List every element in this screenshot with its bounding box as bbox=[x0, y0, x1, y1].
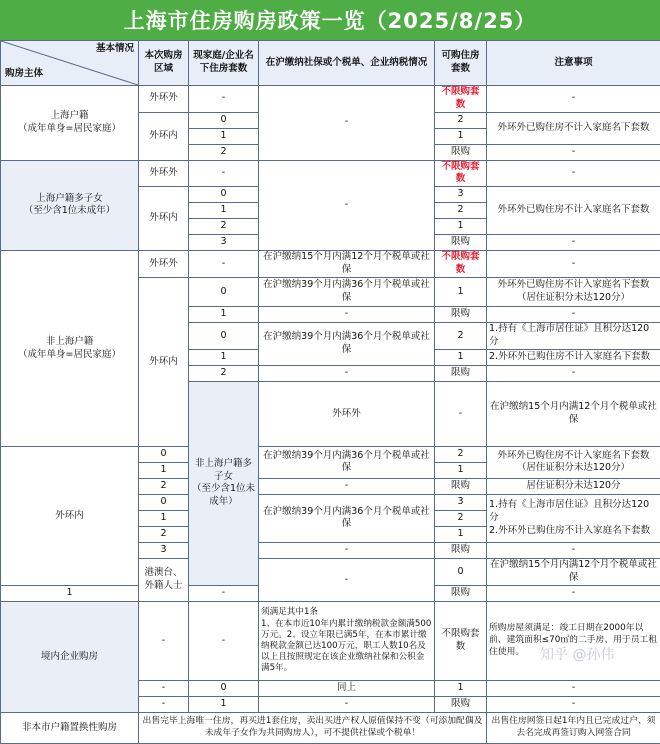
table-cell: - bbox=[189, 86, 259, 113]
table-cell: 0 bbox=[189, 323, 259, 350]
table-cell: - bbox=[487, 86, 660, 113]
table-cell: 0 bbox=[189, 112, 259, 128]
table-cell: 2 bbox=[189, 219, 259, 235]
table-cell: 2 bbox=[139, 526, 189, 542]
table-cell: 1 bbox=[435, 526, 487, 542]
table-cell: - bbox=[487, 307, 660, 323]
table-cell: - bbox=[139, 601, 189, 680]
table-cell: - bbox=[189, 251, 259, 278]
table-cell: - bbox=[139, 696, 189, 712]
table-cell: - bbox=[487, 585, 660, 601]
header-allowed: 可购住房套数 bbox=[435, 41, 487, 86]
table-cell: 3 bbox=[139, 542, 189, 558]
table-cell: 限购 bbox=[435, 585, 487, 601]
table-cell: - bbox=[435, 381, 487, 446]
table-cell: - bbox=[259, 696, 435, 712]
table-cell: 3 bbox=[435, 187, 487, 203]
page-title: 上海市住房购房政策一览（2025/8/25） bbox=[0, 0, 660, 40]
header-diagonal-cell bbox=[1, 41, 139, 86]
status-badge: 不限购套数 bbox=[435, 86, 487, 113]
table-cell: 限购 bbox=[435, 478, 487, 494]
table-cell: 1.持有《上海市居住证》且积分达120分 bbox=[487, 323, 660, 350]
group-shanghai-single: 上海户籍 （成年单身=居民家庭） bbox=[1, 86, 139, 161]
status-badge: 不限购套数 bbox=[435, 160, 487, 187]
watermark: 知乎 @孙伟 bbox=[540, 644, 614, 664]
policy-table bbox=[0, 40, 660, 744]
table-cell: 外环外已购住房不计入家庭名下套数（居住证积分未达120分） bbox=[487, 278, 660, 307]
table-cell: 1 bbox=[189, 128, 259, 144]
table-cell bbox=[487, 494, 660, 542]
header-basic-info: 基本情况 bbox=[96, 43, 134, 56]
header-buyer: 购房主体 bbox=[5, 68, 43, 81]
header-notes: 注意事项 bbox=[487, 41, 660, 86]
note-line: 1.持有《上海市居住证》且积分达120分 bbox=[489, 499, 658, 525]
table-cell: - bbox=[259, 478, 435, 494]
table-cell: 2 bbox=[435, 510, 487, 526]
table-cell: 1 bbox=[189, 696, 259, 712]
table-cell: 同上 bbox=[259, 680, 435, 696]
table-cell: 外环外 bbox=[139, 251, 189, 278]
table-cell: 限购 bbox=[435, 235, 487, 251]
table-cell: 3 bbox=[435, 494, 487, 510]
table-cell: 0 bbox=[139, 494, 189, 510]
table-cell: - bbox=[487, 235, 660, 251]
table-cell: 不限购套数 bbox=[435, 601, 487, 680]
table-cell: - bbox=[259, 86, 435, 161]
table-cell: - bbox=[487, 542, 660, 558]
table-cell: 2 bbox=[435, 446, 487, 462]
table-cell: 1 bbox=[435, 462, 487, 478]
group-swap: 非本市户籍置换性购房 bbox=[1, 712, 139, 743]
table-cell: 2 bbox=[189, 144, 259, 160]
table-cell: 1 bbox=[189, 203, 259, 219]
table-cell: 外环内 bbox=[1, 446, 139, 585]
table-row bbox=[1, 712, 660, 743]
table-cell: 1 bbox=[1, 585, 139, 601]
table-row bbox=[1, 251, 660, 278]
table-cell: 出售住房网签日起1年内且已完成过户、须去名完成再签订购入网签合同 bbox=[487, 712, 660, 743]
table-cell: 2 bbox=[435, 323, 487, 350]
table-cell: - bbox=[139, 680, 189, 696]
table-cell: - bbox=[487, 696, 660, 712]
table-cell: 在沪缴纳39个月内满36个月个税单或社保 bbox=[259, 494, 435, 542]
table-cell: 在沪缴纳15个月内满12个月个税单或社保 bbox=[487, 558, 660, 585]
table-cell: 2 bbox=[139, 478, 189, 494]
table-cell: 居住证积分未达120分 bbox=[487, 478, 660, 494]
table-cell: 1 bbox=[435, 128, 487, 144]
table-cell: 外环外已购住房不计入家庭名下套数（居住证积分未达120分） bbox=[487, 446, 660, 478]
table-cell: 1 bbox=[139, 462, 189, 478]
table-cell: - bbox=[259, 558, 435, 601]
table-cell: - bbox=[259, 365, 435, 381]
table-cell: 所购房屋须满足：竣工日期在2000年以前、建筑面积≤70㎡的二手房、用于员工租住使用。 bbox=[487, 601, 660, 680]
group-foreign: 港澳台、外籍人士 bbox=[139, 558, 189, 601]
table-cell: 限购 bbox=[435, 696, 487, 712]
status-badge: 不限购套数 bbox=[435, 251, 487, 278]
table-cell: 限购 bbox=[435, 307, 487, 323]
table-cell: 1 bbox=[189, 307, 259, 323]
table-cell: 0 bbox=[189, 278, 259, 307]
table-cell: 2 bbox=[189, 365, 259, 381]
table-cell: 出售完毕上海唯一住房，再买进1套住房，卖出买进产权人原值保持不变（可添加配偶及未成年子女作为共同购房人），可不提供社保或个税单！ bbox=[139, 712, 487, 743]
table-cell: 外环外已购住房不计入家庭名下套数 bbox=[487, 187, 660, 235]
table-row bbox=[1, 601, 660, 680]
table-cell: 在沪缴纳15个月内满12个月个税单或社保 bbox=[259, 251, 435, 278]
table-row bbox=[1, 446, 660, 462]
header-row bbox=[1, 41, 660, 86]
table-cell: 1 bbox=[435, 680, 487, 696]
table-cell: 外环外 bbox=[139, 86, 189, 113]
table-cell: 外环外 bbox=[139, 160, 189, 187]
table-cell: 1 bbox=[435, 278, 487, 307]
group-shanghai-multi-child: 上海户籍多子女 （至少含1位未成年） bbox=[1, 160, 139, 251]
table-row bbox=[1, 86, 660, 113]
table-cell: 在沪缴纳39个月内满36个月个税单或社保 bbox=[259, 323, 435, 366]
table-cell: - bbox=[259, 160, 435, 251]
table-cell: - bbox=[487, 251, 660, 278]
group-non-shanghai-multi-child: 非上海户籍多子女 （至少含1位未成年） bbox=[189, 381, 259, 585]
table-cell: 2 bbox=[435, 112, 487, 128]
table-cell: 2 bbox=[435, 203, 487, 219]
table-cell: 外环内 bbox=[139, 278, 189, 447]
table-cell: - bbox=[189, 585, 259, 601]
header-tax: 在沪缴纳社保或个税单、企业纳税情况 bbox=[259, 41, 435, 86]
table-cell: 1 bbox=[189, 349, 259, 365]
table-cell: 外环内 bbox=[139, 187, 189, 251]
table-cell: 1 bbox=[139, 510, 189, 526]
table-cell: 外环外已购住房不计入家庭名下套数 bbox=[487, 112, 660, 144]
table-cell: 外环外 bbox=[259, 381, 435, 446]
table-cell: 外环内 bbox=[139, 112, 189, 160]
table-cell: 限购 bbox=[435, 144, 487, 160]
header-owned: 现家庭/企业名下住房套数 bbox=[189, 41, 259, 86]
group-enterprise: 境内企业购房 bbox=[1, 601, 139, 712]
table-cell: 1 bbox=[435, 219, 487, 235]
table-cell: - bbox=[487, 680, 660, 696]
table-cell: 1 bbox=[435, 349, 487, 365]
group-non-shanghai-single: 非上海户籍 （成年单身=居民家庭） bbox=[1, 251, 139, 447]
table-cell: - bbox=[487, 160, 660, 187]
table-cell: - bbox=[189, 601, 259, 680]
table-cell: 在沪缴纳39个月内满36个月个税单或社保 bbox=[259, 278, 435, 307]
table-cell: - bbox=[259, 307, 435, 323]
table-cell: 3 bbox=[189, 235, 259, 251]
table-cell: 在沪缴纳15个月内满12个月个税单或社保 bbox=[487, 381, 660, 446]
table-cell: 2.外环外已购住房不计入家庭名下套数 bbox=[487, 349, 660, 365]
table-cell: 0 bbox=[435, 558, 487, 585]
table-cell: - bbox=[487, 365, 660, 381]
table-cell: - bbox=[259, 542, 435, 558]
table-cell: 0 bbox=[139, 446, 189, 462]
table-cell: - bbox=[487, 144, 660, 160]
table-cell: 限购 bbox=[435, 542, 487, 558]
table-cell: 0 bbox=[189, 680, 259, 696]
note-line: 2.外环外已购住房不计入家庭名下套数 bbox=[489, 525, 658, 538]
table-cell: 须满足其中1条 1、在本市近10年内累计缴纳税款金额满500万元。2、设立年限已满5年，在本市累计缴纳税款金额已达100万元，职工人数10名及以上且按照规定在该企业缴纳社保和公积金满5年。 bbox=[259, 601, 435, 680]
table-cell: 在沪缴纳39个月内满36个月个税单或社保 bbox=[259, 446, 435, 478]
table-cell: 限购 bbox=[435, 365, 487, 381]
table-cell: 0 bbox=[189, 187, 259, 203]
table-cell: - bbox=[189, 160, 259, 187]
header-zone: 本次购房区域 bbox=[139, 41, 189, 86]
table-row bbox=[1, 160, 660, 187]
